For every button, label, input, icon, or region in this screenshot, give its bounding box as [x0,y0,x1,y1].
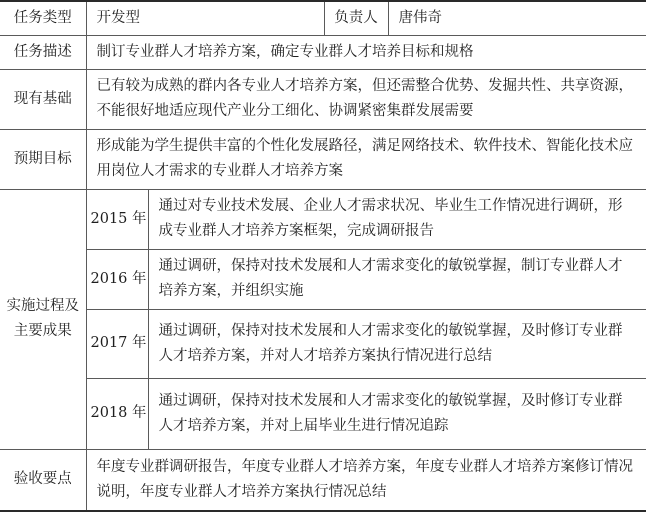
process-text: 通过对专业技术发展、企业人才需求状况、毕业生工作情况进行调研，形成专业群人才培养方案框架，完成调研报告 [148,189,646,249]
process-year: 2015 年 [86,189,148,249]
process-label: 实施过程及主要成果 [0,189,86,449]
process-text: 通过调研，保持对技术发展和人才需求变化的敏锐掌握，制订专业群人才培养方案，并组织实施 [148,249,646,309]
row-task-desc [0,35,646,69]
process-row [0,249,646,309]
process-text: 通过调研，保持对技术发展和人才需求变化的敏锐掌握，及时修订专业群人才培养方案，并对人才培养方案执行情况进行总结 [148,309,646,378]
owner-value: 唐伟奇 [388,1,646,35]
current-basis-label: 现有基础 [0,69,86,129]
acceptance-label: 验收要点 [0,449,86,511]
row-acceptance [0,449,646,511]
expected-goal-value: 形成能为学生提供丰富的个性化发展路径，满足网络技术、软件技术、智能化技术应用岗位人才需求的专业群人才培养方案 [86,129,646,189]
expected-goal-label: 预期目标 [0,129,86,189]
process-row [0,309,646,378]
acceptance-value: 年度专业群调研报告，年度专业群人才培养方案，年度专业群人才培养方案修订情况说明，年度专业群人才培养方案执行情况总结 [86,449,646,511]
row-task-type [0,1,646,35]
task-type-value: 开发型 [86,1,324,35]
process-year: 2016 年 [86,249,148,309]
row-expected-goal [0,129,646,189]
task-desc-value: 制订专业群人才培养方案，确定专业群人才培养目标和规格 [86,35,646,69]
row-current-basis [0,69,646,129]
process-row [0,378,646,449]
process-year: 2018 年 [86,378,148,449]
task-type-label: 任务类型 [0,1,86,35]
process-text: 通过调研，保持对技术发展和人才需求变化的敏锐掌握，及时修订专业群人才培养方案，并对上届毕业生进行情况追踪 [148,378,646,449]
process-year: 2017 年 [86,309,148,378]
owner-label: 负责人 [324,1,388,35]
process-row [0,189,646,249]
task-desc-label: 任务描述 [0,35,86,69]
current-basis-value: 已有较为成熟的群内各专业人才培养方案，但还需整合优势、发掘共性、共享资源，不能很好地适应现代产业分工细化、协调紧密集群发展需要 [86,69,646,129]
